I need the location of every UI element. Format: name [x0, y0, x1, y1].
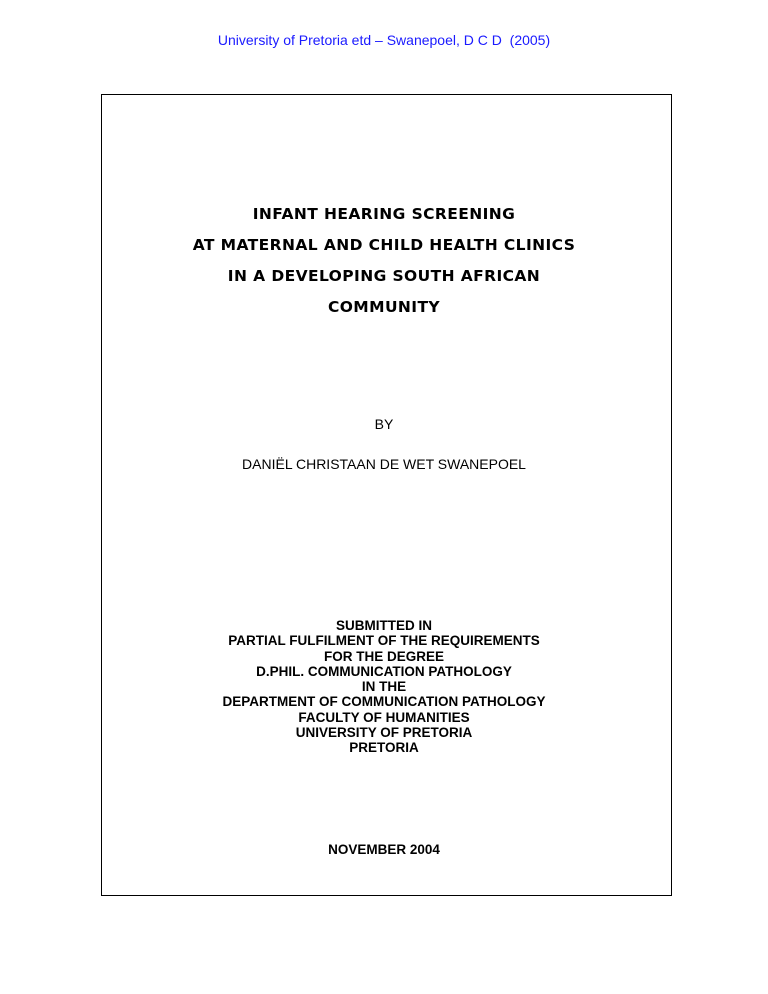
author-name: DANIËL CHRISTAAN DE WET SWANEPOEL	[242, 456, 526, 472]
submission-line-2: PARTIAL FULFILMENT OF THE REQUIREMENTS	[228, 633, 540, 649]
title-line-3: IN A DEVELOPING SOUTH AFRICAN	[227, 267, 541, 285]
title-line-1: INFANT HEARING SCREENING	[252, 205, 516, 223]
by-label: BY	[374, 416, 394, 432]
title-line-2: AT MATERNAL AND CHILD HEALTH CLINICS	[192, 236, 576, 254]
submission-line-1: SUBMITTED IN	[336, 618, 432, 633]
submission-line-5: IN THE	[361, 679, 407, 695]
submission-line-8: UNIVERSITY OF PRETORIA	[295, 725, 473, 741]
submission-line-9: PRETORIA	[349, 740, 419, 756]
submission-statement	[0, 618, 768, 756]
submission-line-7: FACULTY OF HUMANITIES	[298, 709, 470, 725]
header-citation: University of Pretoria etd – Swanepoel, D C D (2005)	[217, 32, 551, 48]
submission-date: NOVEMBER 2004	[328, 842, 440, 857]
thesis-title	[0, 203, 768, 327]
submission-line-3: FOR THE DEGREE	[323, 648, 444, 664]
title-line-4: COMMUNITY	[327, 298, 441, 316]
submission-line-4: D.PHIL. COMMUNICATION PATHOLOGY	[256, 663, 512, 679]
submission-line-6: DEPARTMENT OF COMMUNICATION PATHOLOGY	[222, 694, 546, 710]
